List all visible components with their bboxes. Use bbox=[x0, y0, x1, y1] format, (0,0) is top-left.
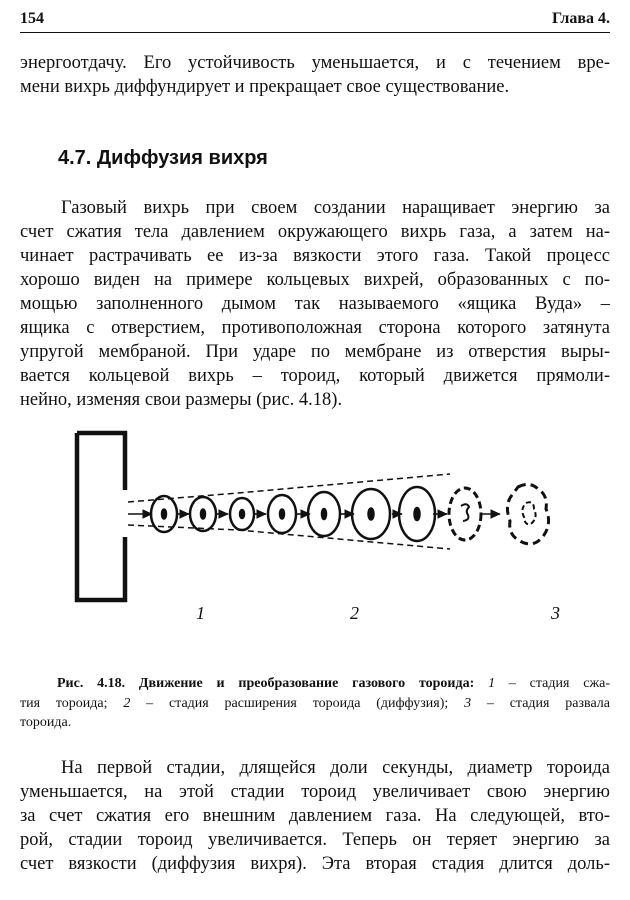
intro-paragraph bbox=[20, 51, 610, 99]
body-paragraph bbox=[20, 196, 610, 412]
text-line: Газовый вихрь при своем создании наращивает энергию за bbox=[61, 198, 610, 218]
text-line: чинает растрачивать ее из-за вязкости этого газа. Такой процесс bbox=[20, 246, 610, 266]
toroid bbox=[151, 496, 177, 532]
caption-line bbox=[20, 694, 610, 714]
stage-label: 1 bbox=[196, 603, 205, 623]
vortex-diagram bbox=[60, 425, 600, 635]
toroid bbox=[352, 489, 390, 539]
wood-box bbox=[77, 433, 125, 600]
vortex-figure bbox=[60, 425, 600, 635]
final-paragraph bbox=[20, 756, 610, 876]
text-line: счет вязкости (диффузия вихря). Эта вторая стадия длится доль- bbox=[20, 854, 610, 874]
caption-text: тия тороида; bbox=[20, 695, 124, 711]
caption-text: – стадия развала bbox=[471, 695, 610, 711]
text-line: энергоотдачу. Его устойчивость уменьшается, и с течением вре- bbox=[20, 53, 610, 73]
text-line: нейно, изменяя свои размеры (рис. 4.18). bbox=[20, 390, 343, 410]
caption-stage-number: 3 bbox=[464, 695, 472, 711]
page-number: 154 bbox=[20, 10, 44, 27]
text-line: упругой мембраной. При ударе по мембране из отверстия выры- bbox=[20, 342, 610, 362]
toroid bbox=[268, 495, 296, 533]
page-header bbox=[20, 10, 610, 33]
chapter-label: Глава 4. bbox=[552, 10, 610, 27]
toroid-dashed bbox=[449, 488, 481, 540]
stage-label: 2 bbox=[350, 603, 359, 623]
toroid-breaking bbox=[507, 484, 548, 543]
text-line: хорошо виден на примере кольцевых вихрей, образованных с по- bbox=[20, 270, 610, 290]
toroid bbox=[230, 498, 254, 530]
toroid bbox=[190, 497, 216, 531]
caption-stage-number: 1 bbox=[488, 676, 496, 691]
text-line: вается кольцевой вихрь – тороид, который движется прямоли- bbox=[20, 366, 610, 386]
caption-text: – стадия расширения тороида (диффузия); bbox=[130, 695, 465, 711]
caption-line: тороида. bbox=[20, 715, 72, 730]
figure-caption bbox=[20, 674, 610, 733]
text-line: счет сжатия тела давлением окружающего вихрь газа, а затем на- bbox=[20, 222, 610, 242]
text-line: за счет сжатия его внешним давлением газа. На следующей, вто- bbox=[20, 806, 610, 826]
text-line: уменьшается, на этой стадии тороид увеличивает свою энергию bbox=[20, 782, 610, 802]
text-line: На первой стадии, длящейся доли секунды, диаметр тороида bbox=[61, 758, 610, 778]
text-line: мени вихрь диффундирует и прекращает свое существование. bbox=[20, 77, 510, 97]
caption-stage-number: 2 bbox=[123, 695, 131, 711]
stage-label: 3 bbox=[551, 603, 560, 623]
toroid bbox=[308, 492, 340, 536]
text-line: рой, стадии тороид увеличивается. Теперь он теряет энергию за bbox=[20, 830, 610, 850]
toroid bbox=[399, 487, 435, 541]
section-heading: 4.7. Диффузия вихря bbox=[58, 147, 268, 169]
text-line: мощью заполненного дымом так называемого «ящика Вуда» – bbox=[20, 294, 610, 314]
text-line: ящика с отверстием, противоположная сторона которого затянута bbox=[20, 318, 610, 338]
caption-title: Рис. 4.18. Движение и преобразование газового тороида: bbox=[57, 676, 475, 691]
caption-text: – стадия сжа- bbox=[495, 676, 610, 691]
caption-line bbox=[20, 674, 610, 694]
